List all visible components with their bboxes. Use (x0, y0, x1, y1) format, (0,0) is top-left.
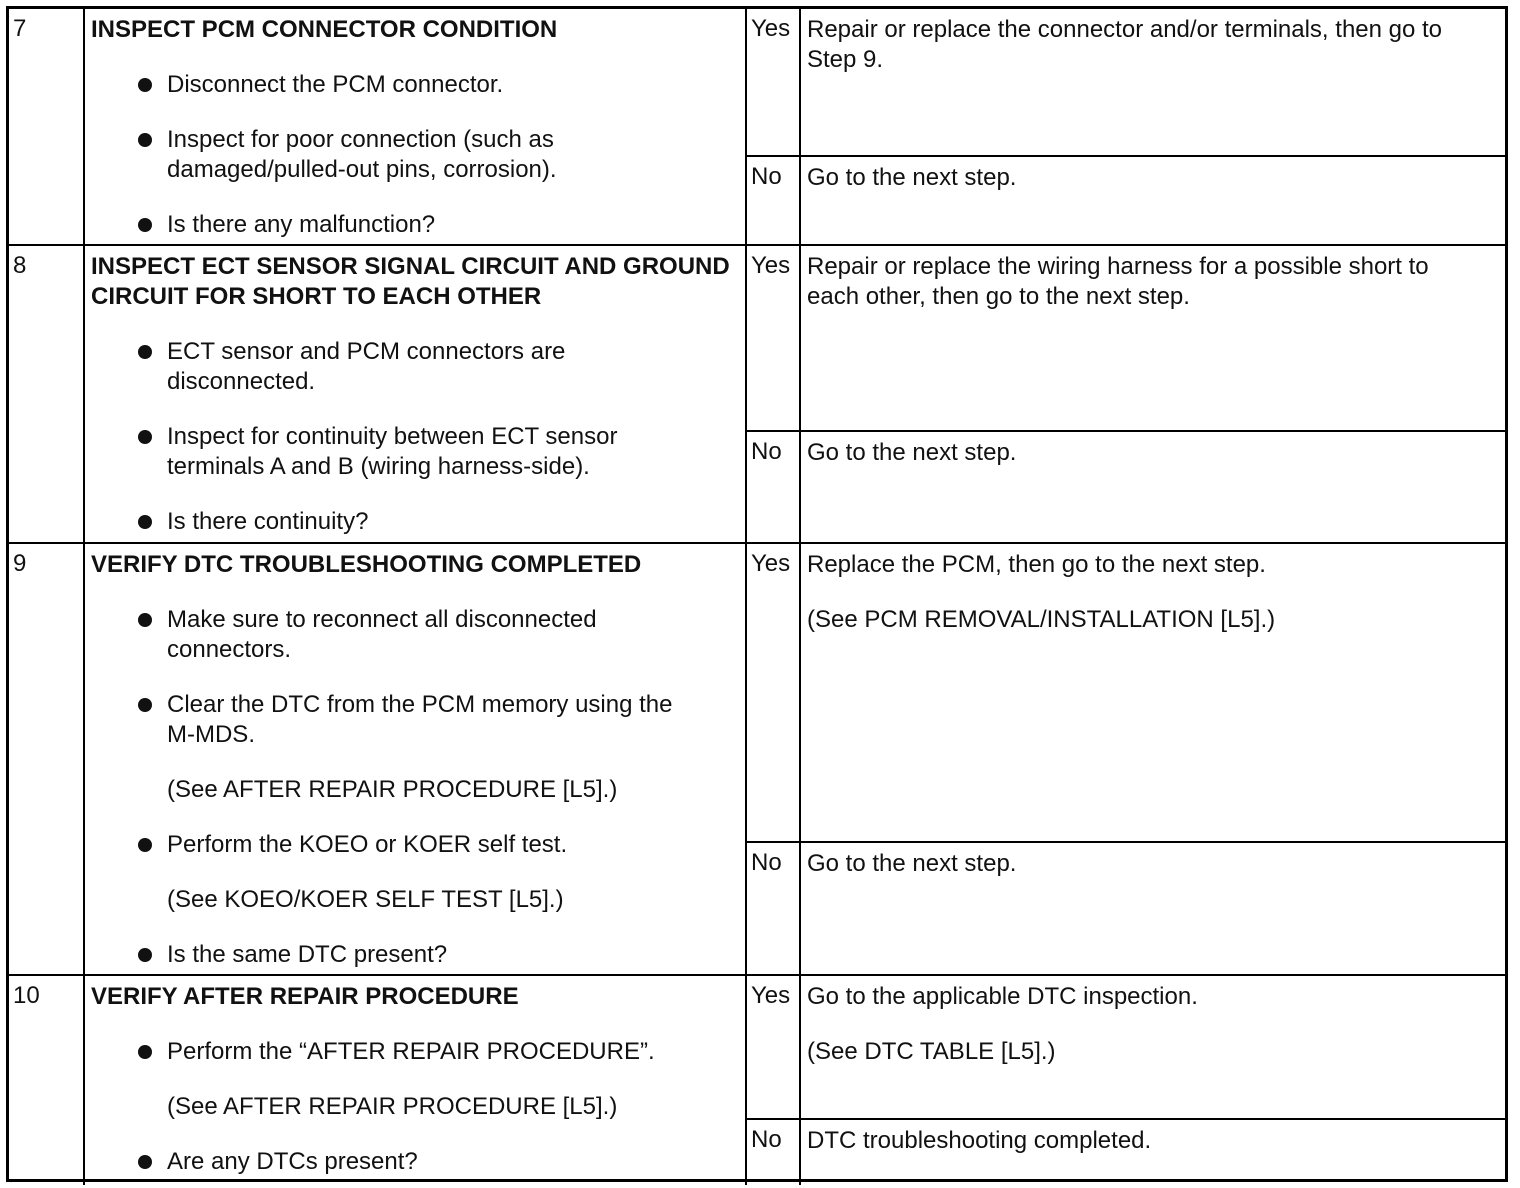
no-row (747, 1120, 1505, 1185)
yes-row (747, 246, 1505, 432)
yes-action-text: Replace the PCM, then go to the next step. (807, 551, 1266, 578)
step-checklist (91, 1037, 745, 1177)
check-item: Inspect for poor connection (such as damaged/pulled-out pins, corrosion). (91, 125, 745, 185)
yes-action-text: Repair or replace the connector and/or terminals, then go to Step 9. (807, 16, 1443, 73)
no-label: No (747, 1120, 801, 1185)
step-body (85, 246, 747, 542)
yes-label: Yes (747, 9, 801, 155)
result-column (747, 246, 1505, 542)
no-label: No (747, 432, 801, 542)
yes-action (801, 9, 1505, 75)
check-item: Is there continuity? (91, 507, 745, 537)
yes-action (801, 976, 1505, 1067)
step-title: VERIFY DTC TROUBLESHOOTING COMPLETED (91, 551, 642, 578)
check-item: Disconnect the PCM connector. (91, 70, 745, 100)
step-row (9, 544, 1505, 976)
check-item: Perform the “AFTER REPAIR PROCEDURE”. (91, 1037, 745, 1067)
yes-action-text: Go to the applicable DTC inspection. (807, 983, 1198, 1010)
yes-row (747, 976, 1505, 1120)
step-row (9, 9, 1505, 246)
check-item: Make sure to reconnect all disconnected connectors. (91, 605, 745, 665)
check-item: Perform the KOEO or KOER self test. (91, 830, 745, 860)
check-item: Are any DTCs present? (91, 1147, 745, 1177)
step-body (85, 544, 747, 974)
yes-row (747, 544, 1505, 843)
yes-action-text: (See PCM REMOVAL/INSTALLATION [L5].) (807, 606, 1276, 633)
no-action-text: Go to the next step. (807, 439, 1017, 466)
yes-label: Yes (747, 544, 801, 841)
no-action-text: Go to the next step. (807, 850, 1017, 877)
result-column (747, 544, 1505, 974)
no-action (801, 843, 1505, 879)
no-action (801, 1120, 1505, 1156)
no-action-text: DTC troubleshooting completed. (807, 1127, 1152, 1154)
no-row (747, 843, 1505, 974)
yes-action-text: (See DTC TABLE [L5].) (807, 1038, 1056, 1065)
no-label: No (747, 843, 801, 974)
check-item: Is the same DTC present? (91, 940, 745, 970)
result-column (747, 976, 1505, 1185)
yes-action (801, 246, 1505, 312)
yes-action-text: Repair or replace the wiring harness for a possible short to each other, then go to the next step. (807, 253, 1429, 310)
reference-note: (See KOEO/KOER SELF TEST [L5].) (167, 886, 564, 913)
check-item: Clear the DTC from the PCM memory using the M-MDS. (91, 690, 745, 750)
yes-label: Yes (747, 246, 801, 430)
yes-row (747, 9, 1505, 157)
step-number: 8 (9, 246, 85, 542)
no-action (801, 157, 1505, 193)
result-column (747, 9, 1505, 244)
no-action (801, 432, 1505, 468)
step-title: VERIFY AFTER REPAIR PROCEDURE (91, 983, 519, 1010)
step-checklist (91, 337, 745, 537)
step-number: 9 (9, 544, 85, 974)
step-body (85, 9, 747, 244)
step-row (9, 976, 1505, 1185)
no-row (747, 157, 1505, 244)
step-title: INSPECT ECT SENSOR SIGNAL CIRCUIT AND GROUND CIRCUIT FOR SHORT TO EACH OTHER (91, 253, 730, 310)
yes-action (801, 544, 1505, 635)
step-checklist (91, 605, 745, 970)
check-item: Inspect for continuity between ECT sensor terminals A and B (wiring harness-side). (91, 422, 745, 482)
check-item: Is there any malfunction? (91, 210, 745, 240)
step-title: INSPECT PCM CONNECTOR CONDITION (91, 16, 558, 43)
yes-label: Yes (747, 976, 801, 1118)
no-action-text: Go to the next step. (807, 164, 1017, 191)
reference-note: (See AFTER REPAIR PROCEDURE [L5].) (167, 1093, 618, 1120)
step-number: 10 (9, 976, 85, 1185)
check-item: ECT sensor and PCM connectors are disconnected. (91, 337, 745, 397)
troubleshooting-table (6, 6, 1508, 1182)
step-row (9, 246, 1505, 544)
no-row (747, 432, 1505, 542)
no-label: No (747, 157, 801, 244)
reference-note: (See AFTER REPAIR PROCEDURE [L5].) (167, 776, 618, 803)
step-checklist (91, 70, 745, 240)
step-body (85, 976, 747, 1185)
step-number: 7 (9, 9, 85, 244)
